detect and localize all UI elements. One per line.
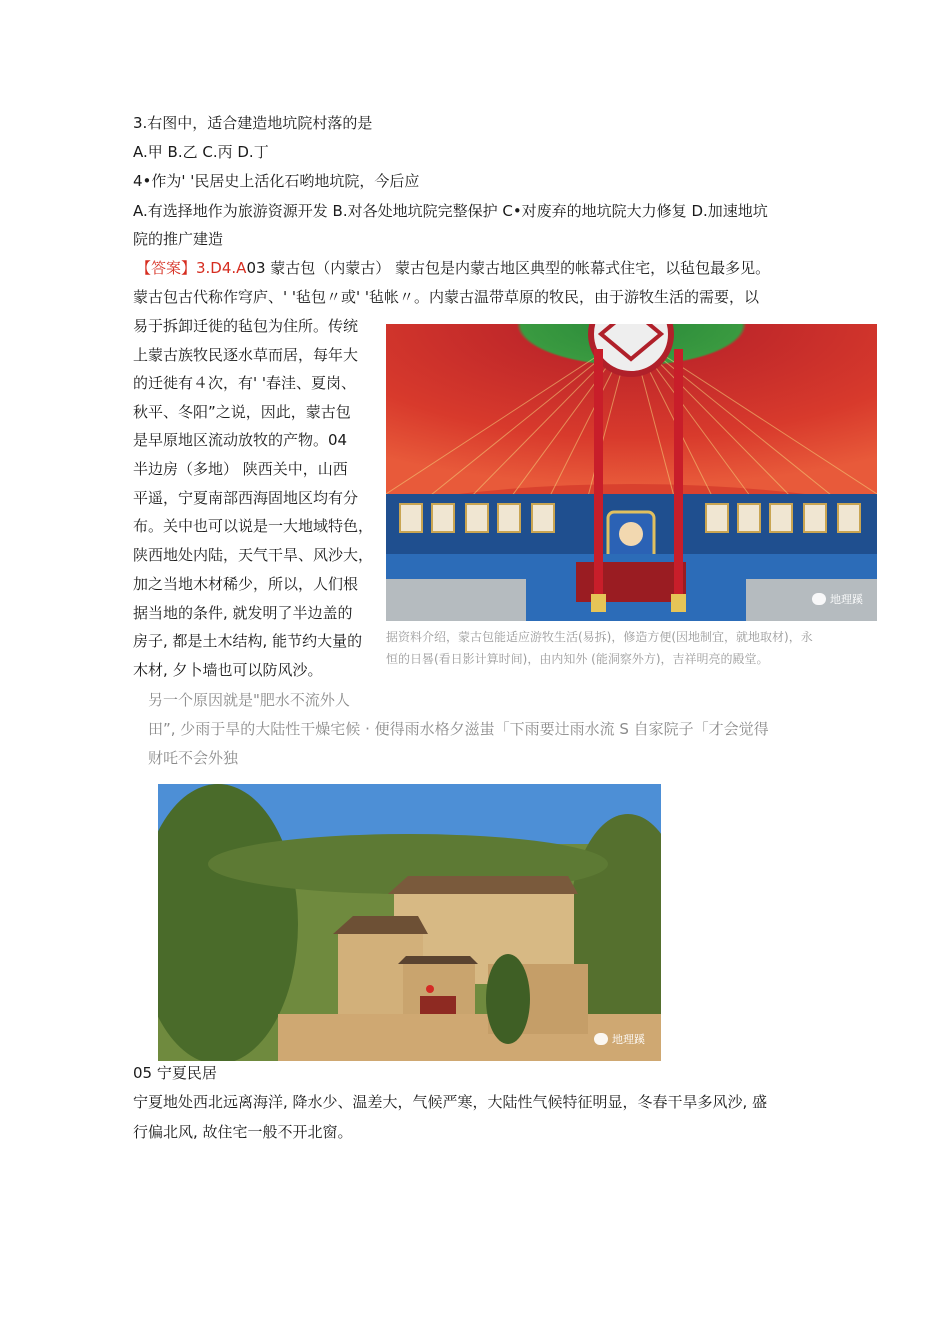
mongolian-yurt-paragraph-line: 易于拆卸迁徙的毡包为住所。传统 [133,317,359,335]
question-4-options-cont: 院的推广建造 [133,230,224,248]
question-3-options: A.甲 B.乙 C.丙 D.丁 [133,143,269,161]
question-3-stem: 3.右图中，适合建造地坑院村落的是 [133,114,373,132]
column-text-line: 半边房（多地） 陕西关中，山西 [133,460,348,478]
column-text-line: 的迁徙有４次，有' '春洼、夏岗、 [133,374,357,392]
column-text-line: 是早原地区流动放牧的产物。04 [133,431,348,449]
question-4-stem: 4•作为' '民居史上活化石哟地坑院，今后应 [133,172,420,190]
section-05-heading: 05 宁夏民居 [133,1064,217,1082]
watermark: 地理蹊 [812,591,863,607]
section-05-text-line: 宁夏地处西北远离海洋, 降水少、温差大，气候严寒，大陆性气候特征明显，冬春干旱多风沙, 盛 [133,1093,768,1111]
column-text-line: 布。关中也可以说是一大地域特色， [133,517,374,535]
half-side-house-photo [158,784,661,1061]
yurt-caption-line: 恒的日晷(看日影计算时间)，由内知外 (能洞察外方)，吉祥明亮的殿堂。 [386,652,769,666]
answer-tag: 【答案】3.D4.A [136,259,247,277]
column-text-line: 平遥，宁夏南部西海固地区均有分 [133,489,359,507]
answer-text: 03 蒙古包（内蒙古） 蒙古包是内蒙古地区典型的帐幕式住宅，以毡包最多见。 [246,259,771,277]
column-text-line: 上蒙古族牧民逐水草而居，每年大 [133,346,359,364]
column-text-line: 木材, 夕卜墙也可以防风沙。 [133,661,323,679]
column-text-line: 房子, 都是土木结构, 能节约大量的 [133,632,363,650]
yurt-interior-photo [386,324,877,621]
gray-paragraph-line: 财吒不会外独 [148,749,239,767]
column-text-line: 加之当地木材稀少，所以，人们根 [133,575,359,593]
column-text-line: 秋平、冬阳”之说，因此，蒙古包 [133,403,351,421]
column-text-line: 陕西地处内陆，天气干旱、风沙大， [133,546,374,564]
gray-paragraph-line: 另一个原因就是"肥水不流外人 [148,691,350,709]
half-side-house-illustration [158,784,661,1061]
gray-paragraph-line: 田”, 少雨于旱的大陆性干燥宅候 · 便得雨水格夕滋蚩「下雨要辻雨水流 S 自家院子「才会觉得 [148,720,769,738]
watermark: 地理蹊 [594,1031,645,1047]
yurt-caption-line: 据资料介绍，蒙古包能适应游牧生活(易拆)，修造方便(因地制宜，就地取材)，永 [386,630,813,644]
yurt-interior-illustration [386,324,877,621]
column-text-line: 据当地的条件, 就发明了半边盖的 [133,604,353,622]
mongolian-yurt-paragraph-line: 蒙古包古代称作穹庐、' '毡包〃或' '毡帐〃。内蒙古温带草原的牧民，由于游牧生活的需要，以 [133,288,760,306]
wechat-icon [812,593,826,605]
section-05-text-line: 行偏北风, 故住宅一般不开北窗。 [133,1123,353,1141]
question-4-options: A.有选择地作为旅游资源开发 B.对各处地坑院完整保护 C•对废弃的地坑院大力修复 D.加速地坑 [133,202,768,220]
wechat-icon [594,1033,608,1045]
answer-line [136,258,770,278]
